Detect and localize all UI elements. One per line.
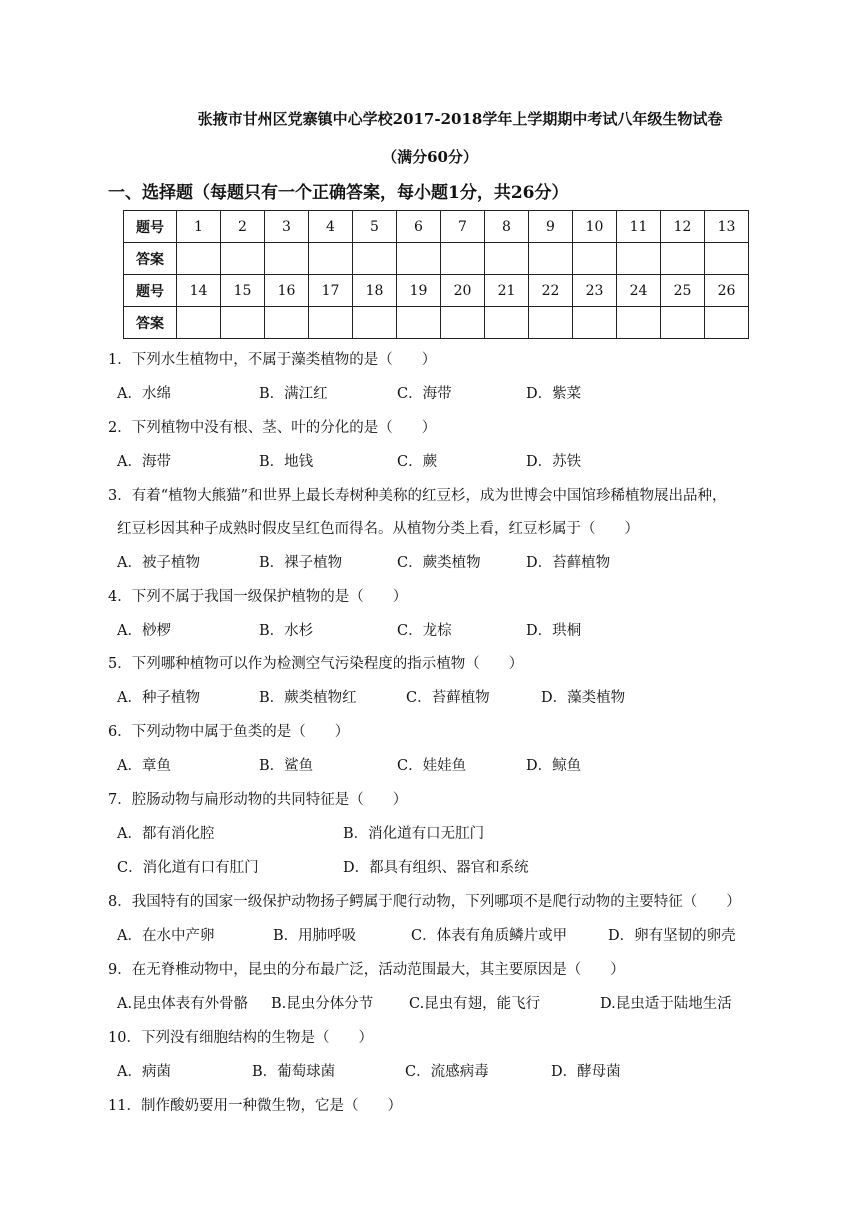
- option[interactable]: D．苏铁: [526, 454, 582, 470]
- option[interactable]: C．流感病毒: [405, 1064, 489, 1080]
- table-cell: 10: [573, 211, 617, 243]
- question-stem: 10．下列没有细胞结构的生物是（ ）: [108, 1030, 373, 1046]
- option[interactable]: C．消化道有口有肛门: [117, 860, 259, 876]
- option[interactable]: B．裸子植物: [259, 555, 343, 571]
- option[interactable]: C．蕨类植物: [397, 555, 481, 571]
- section-heading: 一、选择题（每题只有一个正确答案，每小题1分，共26分）: [108, 183, 569, 203]
- option[interactable]: C．苔藓植物: [406, 690, 490, 706]
- table-cell: 答案: [124, 307, 177, 339]
- answer-cell[interactable]: [177, 243, 221, 275]
- option[interactable]: D．都具有组织、器官和系统: [343, 860, 529, 876]
- option[interactable]: B．消化道有口无肛门: [343, 826, 485, 842]
- answer-cell[interactable]: [705, 243, 749, 275]
- option[interactable]: B．地钱: [259, 454, 314, 470]
- option[interactable]: C．蕨: [397, 454, 438, 470]
- option[interactable]: A.昆虫体表有外骨骼: [117, 996, 249, 1012]
- option[interactable]: D.昆虫适于陆地生活: [600, 996, 732, 1012]
- answer-cell[interactable]: [529, 243, 573, 275]
- table-cell: 20: [441, 275, 485, 307]
- table-cell: 7: [441, 211, 485, 243]
- option[interactable]: D．藻类植物: [541, 690, 626, 706]
- answer-cell[interactable]: [397, 307, 441, 339]
- question-stem: 11．制作酸奶要用一种微生物，它是（ ）: [108, 1098, 402, 1114]
- option[interactable]: C．海带: [397, 386, 452, 402]
- table-cell: 题号: [124, 211, 177, 243]
- question-stem: 4．下列不属于我国一级保护植物的是（ ）: [108, 589, 408, 605]
- option[interactable]: D．苔藓植物: [526, 555, 611, 571]
- option[interactable]: C．龙棕: [397, 623, 452, 639]
- answer-cell[interactable]: [221, 307, 265, 339]
- option[interactable]: D．紫菜: [526, 386, 582, 402]
- table-cell: 23: [573, 275, 617, 307]
- option[interactable]: B．蕨类植物红: [259, 690, 357, 706]
- option[interactable]: A．都有消化腔: [117, 826, 215, 842]
- option[interactable]: A．种子植物: [117, 690, 200, 706]
- table-cell: 答案: [124, 243, 177, 275]
- table-cell: 19: [397, 275, 441, 307]
- table-cell: 4: [309, 211, 353, 243]
- option[interactable]: D．卵有坚韧的卵壳: [608, 928, 736, 944]
- answer-cell[interactable]: [705, 307, 749, 339]
- option[interactable]: A．海带: [117, 454, 171, 470]
- table-cell: 15: [221, 275, 265, 307]
- answer-cell[interactable]: [265, 243, 309, 275]
- table-row: [124, 275, 749, 307]
- table-cell: 18: [353, 275, 397, 307]
- option[interactable]: A．在水中产卵: [117, 928, 215, 944]
- question-stem: 6．下列动物中属于鱼类的是（ ）: [108, 724, 350, 740]
- answer-cell[interactable]: [485, 243, 529, 275]
- option[interactable]: A．章鱼: [117, 758, 171, 774]
- answer-cell[interactable]: [617, 243, 661, 275]
- answer-cell[interactable]: [397, 243, 441, 275]
- table-cell: 6: [397, 211, 441, 243]
- option[interactable]: D．珙桐: [526, 623, 582, 639]
- table-cell: 12: [661, 211, 705, 243]
- table-cell: 1: [177, 211, 221, 243]
- table-cell: 17: [309, 275, 353, 307]
- table-cell: 26: [705, 275, 749, 307]
- question-stem: 7．腔肠动物与扁形动物的共同特征是（ ）: [108, 792, 408, 808]
- table-cell: 2: [221, 211, 265, 243]
- table-cell: 22: [529, 275, 573, 307]
- table-cell: 21: [485, 275, 529, 307]
- question-stem: 9．在无脊椎动物中，昆虫的分布最广泛，活动范围最大，其主要原因是（ ）: [108, 962, 625, 978]
- option[interactable]: C．娃娃鱼: [397, 758, 467, 774]
- answer-cell[interactable]: [529, 307, 573, 339]
- table-cell: 3: [265, 211, 309, 243]
- answer-cell[interactable]: [485, 307, 529, 339]
- option[interactable]: B．鲨鱼: [259, 758, 314, 774]
- answer-cell[interactable]: [441, 307, 485, 339]
- option[interactable]: A．水绵: [117, 386, 171, 402]
- answer-cell[interactable]: [265, 307, 309, 339]
- table-row: [124, 243, 749, 275]
- option[interactable]: C.昆虫有翅，能飞行: [409, 996, 541, 1012]
- exam-subtitle: （满分60分）: [382, 148, 478, 166]
- question-stem: 1．下列水生植物中，不属于藻类植物的是（ ）: [108, 352, 437, 368]
- option[interactable]: B．用肺呼吸: [273, 928, 357, 944]
- table-row: [124, 211, 749, 243]
- option[interactable]: B．满江红: [259, 386, 328, 402]
- option[interactable]: D．酵母菌: [551, 1064, 621, 1080]
- answer-cell[interactable]: [661, 307, 705, 339]
- exam-title: 张掖市甘州区党寨镇中心学校2017-2018学年上学期期中考试八年级生物试卷: [197, 110, 723, 128]
- table-cell: 13: [705, 211, 749, 243]
- table-row: [124, 307, 749, 339]
- table-cell: 25: [661, 275, 705, 307]
- table-cell: 题号: [124, 275, 177, 307]
- answer-cell[interactable]: [353, 243, 397, 275]
- question-stem: 8．我国特有的国家一级保护动物扬子鳄属于爬行动物，下列哪项不是爬行动物的主要特征（ ）: [108, 894, 741, 910]
- table-cell: 9: [529, 211, 573, 243]
- option[interactable]: A．桫椤: [117, 623, 171, 639]
- answer-table: [123, 210, 749, 339]
- option[interactable]: B．葡萄球菌: [252, 1064, 336, 1080]
- answer-cell[interactable]: [617, 307, 661, 339]
- option[interactable]: C．体表有角质鳞片或甲: [411, 928, 568, 944]
- option[interactable]: B．水杉: [259, 623, 314, 639]
- answer-cell[interactable]: [309, 307, 353, 339]
- table-cell: 14: [177, 275, 221, 307]
- answer-cell[interactable]: [441, 243, 485, 275]
- option[interactable]: A．病菌: [117, 1064, 171, 1080]
- table-cell: 8: [485, 211, 529, 243]
- table-cell: 24: [617, 275, 661, 307]
- question-stem: 5．下列哪种植物可以作为检测空气污染程度的指示植物（ ）: [108, 656, 524, 672]
- answer-cell[interactable]: [661, 243, 705, 275]
- answer-cell[interactable]: [221, 243, 265, 275]
- table-cell: 11: [617, 211, 661, 243]
- table-cell: 5: [353, 211, 397, 243]
- answer-cell[interactable]: [573, 243, 617, 275]
- question-stem: 3．有着“植物大熊猫”和世界上最长寿树种美称的红豆杉，成为世博会中国馆珍稀植物展出品种，: [108, 488, 727, 504]
- option[interactable]: A．被子植物: [117, 555, 200, 571]
- answer-cell[interactable]: [573, 307, 617, 339]
- answer-cell[interactable]: [309, 243, 353, 275]
- table-cell: 16: [265, 275, 309, 307]
- question-stem: 2．下列植物中没有根、茎、叶的分化的是（ ）: [108, 420, 437, 436]
- answer-cell[interactable]: [177, 307, 221, 339]
- option[interactable]: D．鲸鱼: [526, 758, 582, 774]
- question-stem-continued: 红豆杉因其种子成熟时假皮呈红色而得名。从植物分类上看，红豆杉属于（ ）: [117, 521, 639, 537]
- answer-cell[interactable]: [353, 307, 397, 339]
- option[interactable]: B.昆虫分体分节: [271, 996, 374, 1012]
